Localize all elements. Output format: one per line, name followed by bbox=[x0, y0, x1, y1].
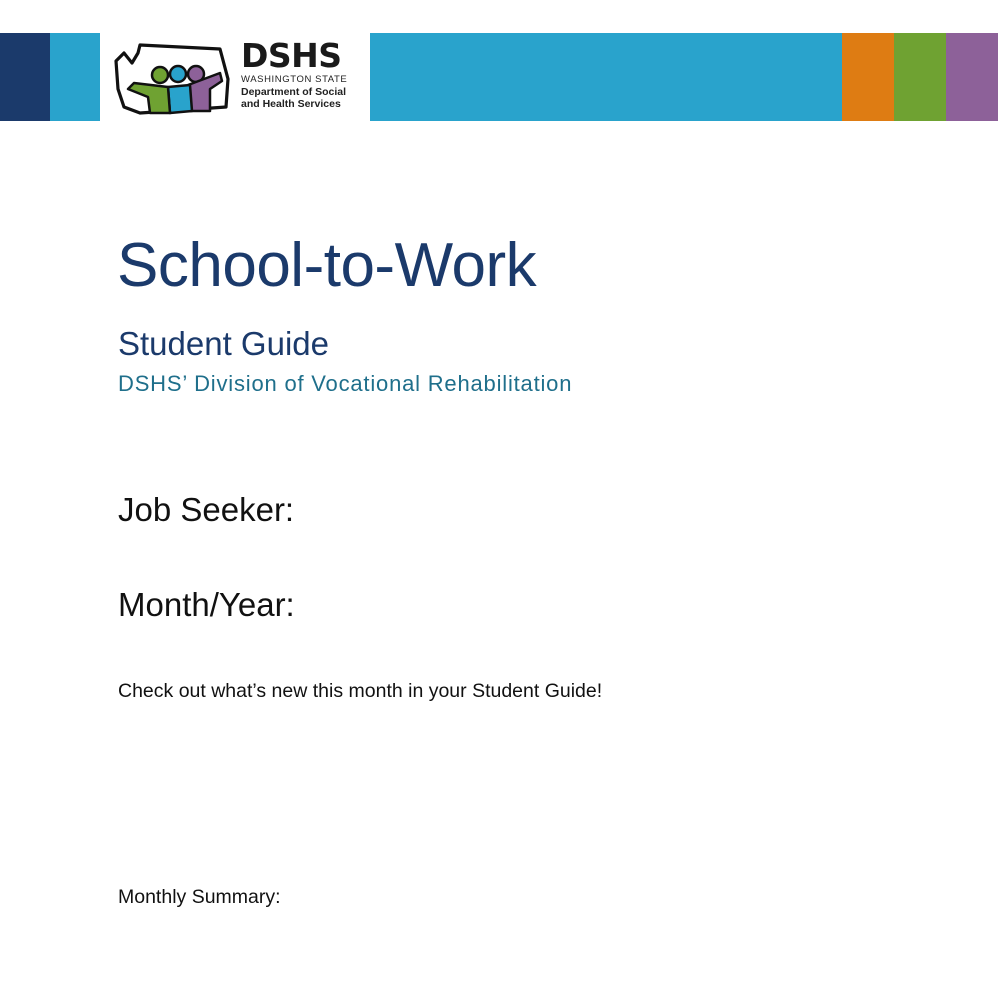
banner-segment-light-blue bbox=[50, 33, 100, 121]
logo-state: WASHINGTON STATE bbox=[241, 74, 348, 85]
washington-map-family-icon bbox=[110, 39, 238, 119]
banner-segment-purple bbox=[946, 33, 998, 121]
page-title: School-to-Work bbox=[117, 231, 537, 300]
month-year-label: Month/Year: bbox=[118, 586, 295, 623]
banner-segment-orange bbox=[842, 33, 894, 121]
banner-segment-navy bbox=[0, 33, 50, 121]
logo-text bbox=[241, 36, 348, 110]
logo-dept-line1: Department of Social bbox=[241, 86, 347, 98]
banner-segment-green bbox=[894, 33, 946, 121]
logo-acronym: DSHS bbox=[241, 36, 342, 75]
banner-segment-blue bbox=[370, 33, 842, 121]
dshs-logo bbox=[100, 33, 370, 121]
division-name: DSHS’ Division of Vocational Rehabilitation bbox=[118, 371, 573, 396]
monthly-summary-label: Monthly Summary: bbox=[118, 886, 281, 908]
page-subtitle: Student Guide bbox=[118, 325, 329, 362]
intro-note: Check out what’s new this month in your Student Guide! bbox=[118, 680, 603, 702]
job-seeker-label: Job Seeker: bbox=[118, 491, 295, 528]
header-banner bbox=[0, 33, 1000, 121]
logo-dept-line2: and Health Services bbox=[241, 98, 341, 110]
